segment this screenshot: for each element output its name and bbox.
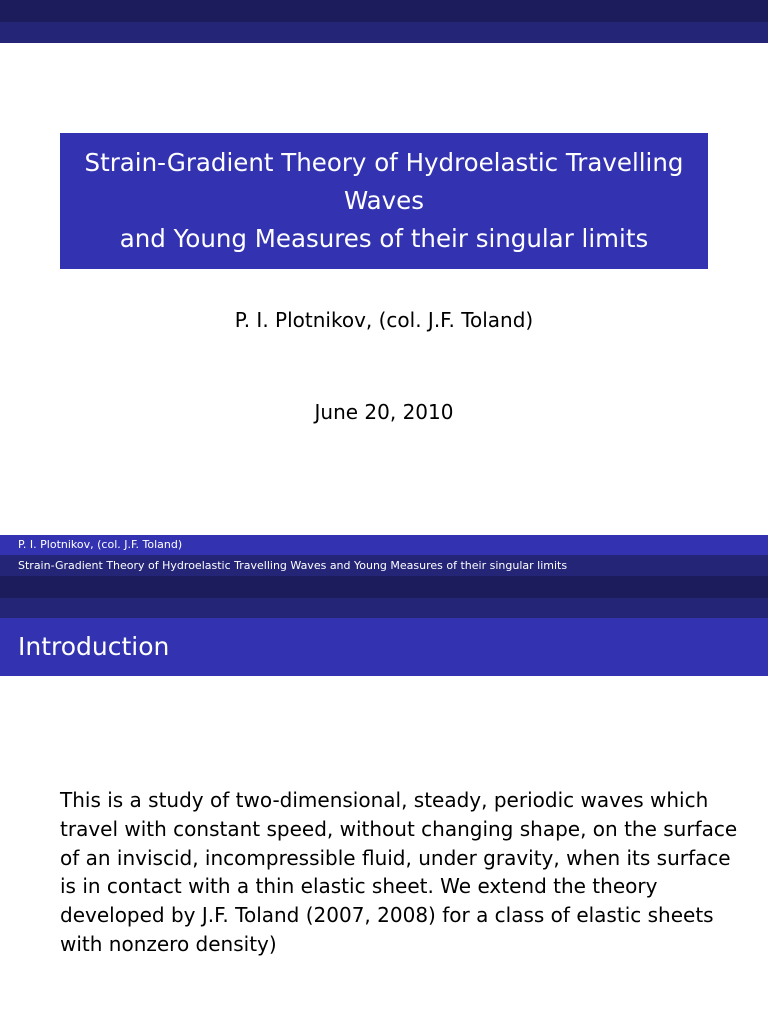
header-bar-bottom <box>0 22 768 43</box>
title-line: Strain-Gradient Theory of Hydroelastic Travelling <box>84 148 684 177</box>
body-line: of an inviscid, incompressible fluid, under gravity, when its surface <box>60 845 731 870</box>
footer-author: P. I. Plotnikov, (col. J.F. Toland) <box>0 535 768 555</box>
title-line: Waves <box>343 186 424 215</box>
title-line: and Young Measures of their singular limits <box>119 224 649 253</box>
body-line: with nonzero density) <box>60 931 277 956</box>
body-line: developed by J.F. Toland (2007, 2008) for a class of elastic sheets <box>60 903 714 928</box>
date: June 20, 2010 <box>314 400 454 424</box>
body-line: is in contact with a thin elastic sheet. We extend the theory <box>60 874 658 899</box>
header-bar-bottom <box>0 598 768 618</box>
header-bar-top <box>0 576 768 598</box>
title-box <box>60 133 708 269</box>
header-bar-top <box>0 0 768 22</box>
body-line: travel with constant speed, without changing shape, on the surface <box>60 816 738 841</box>
body-paragraph <box>60 786 738 959</box>
author: P. I. Plotnikov, (col. J.F. Toland) <box>234 308 534 332</box>
frame-title: Introduction <box>0 618 768 676</box>
footer-title: Strain-Gradient Theory of Hydroelastic Travelling Waves and Young Measures of their singular limits <box>0 555 768 576</box>
body-line: This is a study of two-dimensional, steady, periodic waves which <box>60 788 709 812</box>
